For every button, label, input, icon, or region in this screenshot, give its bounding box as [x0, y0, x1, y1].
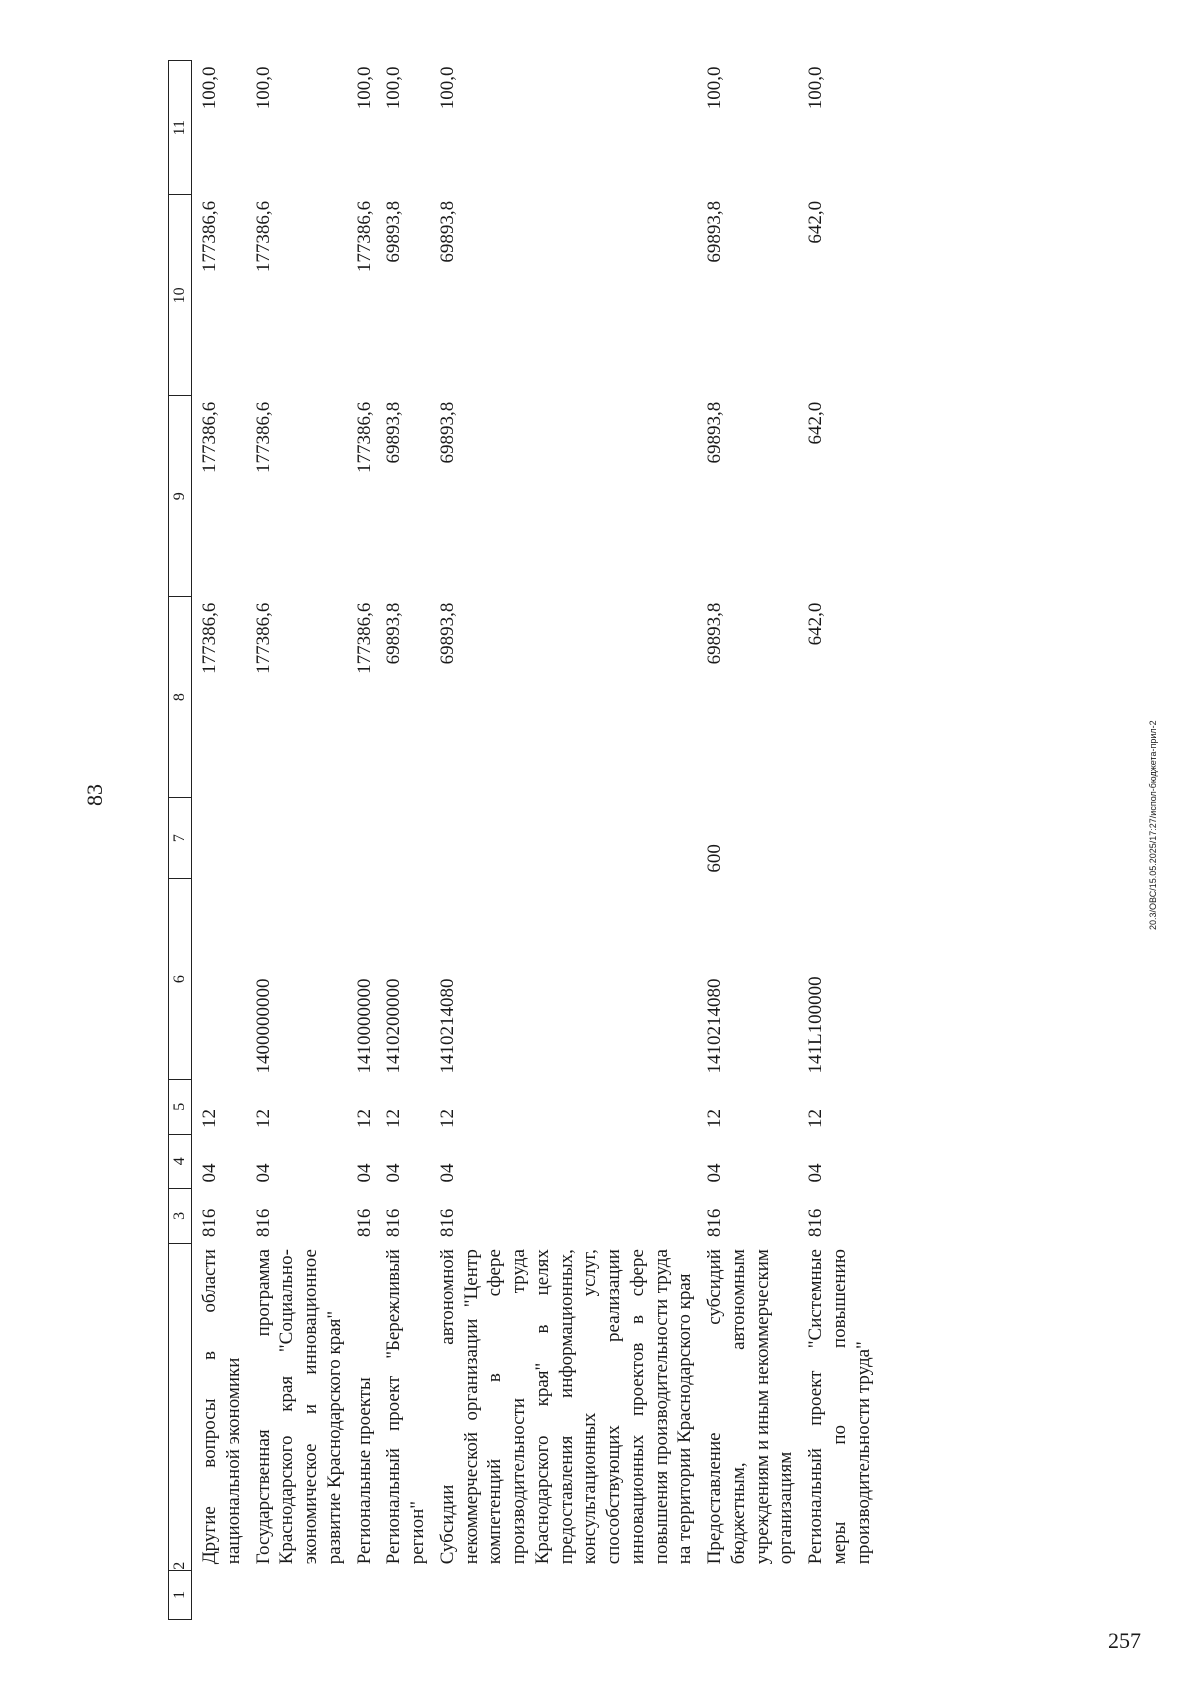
header-cell-4: 4	[169, 1134, 192, 1189]
table-cell-c6: 1410214080	[436, 978, 458, 1074]
header-cell-10: 10	[169, 195, 192, 396]
table-cell-c5: 12	[436, 1109, 458, 1129]
table-cell-c10: 177386,6	[353, 200, 375, 273]
footer-path: 20.3/ОВС/15.05.2025/17:27/испол-бюджета-прил-2	[1148, 720, 1158, 930]
table-cell-c8: 642,0	[805, 602, 826, 646]
table-cell-c4: 04	[704, 1163, 725, 1183]
table-cell-c5: 12	[353, 1109, 375, 1129]
table-cell-c9: 642,0	[805, 401, 826, 445]
table-cell-c4: 04	[252, 1163, 274, 1183]
table-cell-c11: 100,0	[383, 66, 405, 110]
table-row	[192, 61, 246, 1620]
table-cell-c7	[798, 797, 875, 878]
table-cell-c10: 177386,6	[252, 200, 274, 273]
header-cell-6: 6	[169, 879, 192, 1080]
table-cell-c3: 816	[353, 1208, 375, 1238]
table-cell-c11: 100,0	[252, 66, 274, 110]
table-cell-c4: 04	[436, 1163, 458, 1183]
table-cell-c3: 816	[436, 1208, 458, 1238]
table-cell-c3: 816	[199, 1208, 220, 1238]
budget-table	[168, 60, 875, 1620]
table-cell-c2: Субсидии автономной некоммерческой организации "Центр компетенций в сфере производительности труда Краснодарского края" в целях предоставления информационных, консультационных услуг, способствующих реализации инновационных проектов в сфере повышения производительности труда на территории Краснодарского края	[436, 1249, 696, 1565]
table-cell-c8: 69893,8	[383, 602, 405, 665]
table-cell-c2: Государственная программа Краснодарского края "Социально-экономическое и инновационное развитие Краснодарского края"	[252, 1249, 345, 1565]
table-cell-c10: 69893,8	[383, 200, 405, 263]
table-cell-c11: 100,0	[436, 66, 458, 110]
sheet-number: 257	[1108, 1628, 1141, 1653]
header-cell-7: 7	[169, 797, 192, 878]
table-cell-c4: 04	[199, 1163, 220, 1183]
table-cell-c8: 69893,8	[704, 602, 725, 665]
table-row	[798, 61, 875, 1620]
table-cell-c2: Региональный проект "Бережливый регион"	[383, 1249, 428, 1565]
table-cell-c9: 69893,8	[704, 401, 725, 464]
table-cell-c6: 1410200000	[383, 978, 405, 1074]
table-cell-c2: Другие вопросы в области национальной экономики	[199, 1249, 244, 1565]
table-cell-c6: 141L100000	[805, 976, 826, 1074]
table-cell-c3: 816	[805, 1208, 826, 1238]
table-cell-c7	[376, 797, 430, 878]
table-cell-c1	[347, 1570, 377, 1619]
table-cell-c3: 816	[704, 1208, 725, 1238]
table-cell-c9: 177386,6	[252, 401, 274, 474]
header-cell-9: 9	[169, 396, 192, 597]
table-cell-c1	[430, 1570, 697, 1619]
table-cell-c8: 69893,8	[436, 602, 458, 665]
header-cell-1: 1	[169, 1570, 192, 1619]
table-cell-c6	[192, 879, 246, 1080]
table-cell-c10: 642,0	[805, 200, 826, 244]
table-row	[246, 61, 347, 1620]
table-cell-c4: 04	[805, 1163, 826, 1183]
table-cell-c4: 04	[353, 1163, 375, 1183]
table-cell-c8: 177386,6	[252, 602, 274, 674]
table-cell-c4: 04	[383, 1163, 405, 1183]
table-cell-c1	[246, 1570, 347, 1619]
table-cell-c3: 816	[383, 1208, 405, 1238]
header-row	[169, 61, 192, 1620]
table-cell-c8: 177386,6	[199, 602, 220, 674]
table-cell-c11: 100,0	[805, 66, 826, 110]
table-cell-c8: 177386,6	[353, 602, 375, 674]
page-number: 83	[82, 784, 107, 806]
table-cell-c5: 12	[704, 1109, 725, 1129]
table-cell-c1	[697, 1570, 798, 1619]
table-cell-c10: 69893,8	[436, 200, 458, 263]
table-cell-c5: 12	[383, 1109, 405, 1129]
table-cell-c1	[376, 1570, 430, 1619]
header-cell-11: 11	[169, 61, 192, 195]
table-cell-c11: 100,0	[199, 66, 220, 110]
table-cell-c6: 1400000000	[252, 978, 274, 1074]
header-cell-3: 3	[169, 1189, 192, 1244]
table-cell-c7	[192, 797, 246, 878]
table-row	[697, 61, 798, 1620]
header-cell-2: 2	[169, 1243, 192, 1570]
table-cell-c3: 816	[252, 1208, 274, 1238]
table-cell-c11: 100,0	[353, 66, 375, 110]
table-cell-c6: 1410000000	[353, 978, 375, 1074]
table-cell-c5: 12	[252, 1109, 274, 1129]
table-cell-c9: 177386,6	[353, 401, 375, 474]
table-cell-c1	[798, 1570, 875, 1619]
table-cell-c6: 1410214080	[704, 978, 725, 1074]
table-cell-c9: 69893,8	[436, 401, 458, 464]
table-cell-c2: Региональный проект "Системные меры по повышению производительности труда"	[805, 1249, 874, 1565]
table-cell-c1	[192, 1570, 246, 1619]
table-row	[347, 61, 377, 1620]
header-cell-8: 8	[169, 597, 192, 798]
rotated-table-wrapper	[168, 60, 1068, 1620]
header-cell-5: 5	[169, 1079, 192, 1134]
table-cell-c9: 69893,8	[383, 401, 405, 464]
table-cell-c7	[347, 797, 377, 878]
table-cell-c9: 177386,6	[199, 401, 220, 474]
table-cell-c2: Региональные проекты	[353, 1377, 375, 1565]
table-cell-c7: 600	[704, 844, 725, 873]
table-cell-c5: 12	[805, 1109, 826, 1129]
table-cell-c10: 69893,8	[704, 200, 725, 263]
table-row	[430, 61, 697, 1620]
table-cell-c2: Предоставление субсидий бюджетным, автономным учреждениям и иным некоммерческим организациям	[704, 1249, 797, 1565]
table-row	[376, 61, 430, 1620]
table-cell-c11: 100,0	[704, 66, 725, 110]
table-cell-c10: 177386,6	[199, 200, 220, 273]
table-cell-c5: 12	[199, 1109, 220, 1129]
table-cell-c7	[246, 797, 347, 878]
table-cell-c7	[430, 797, 697, 878]
